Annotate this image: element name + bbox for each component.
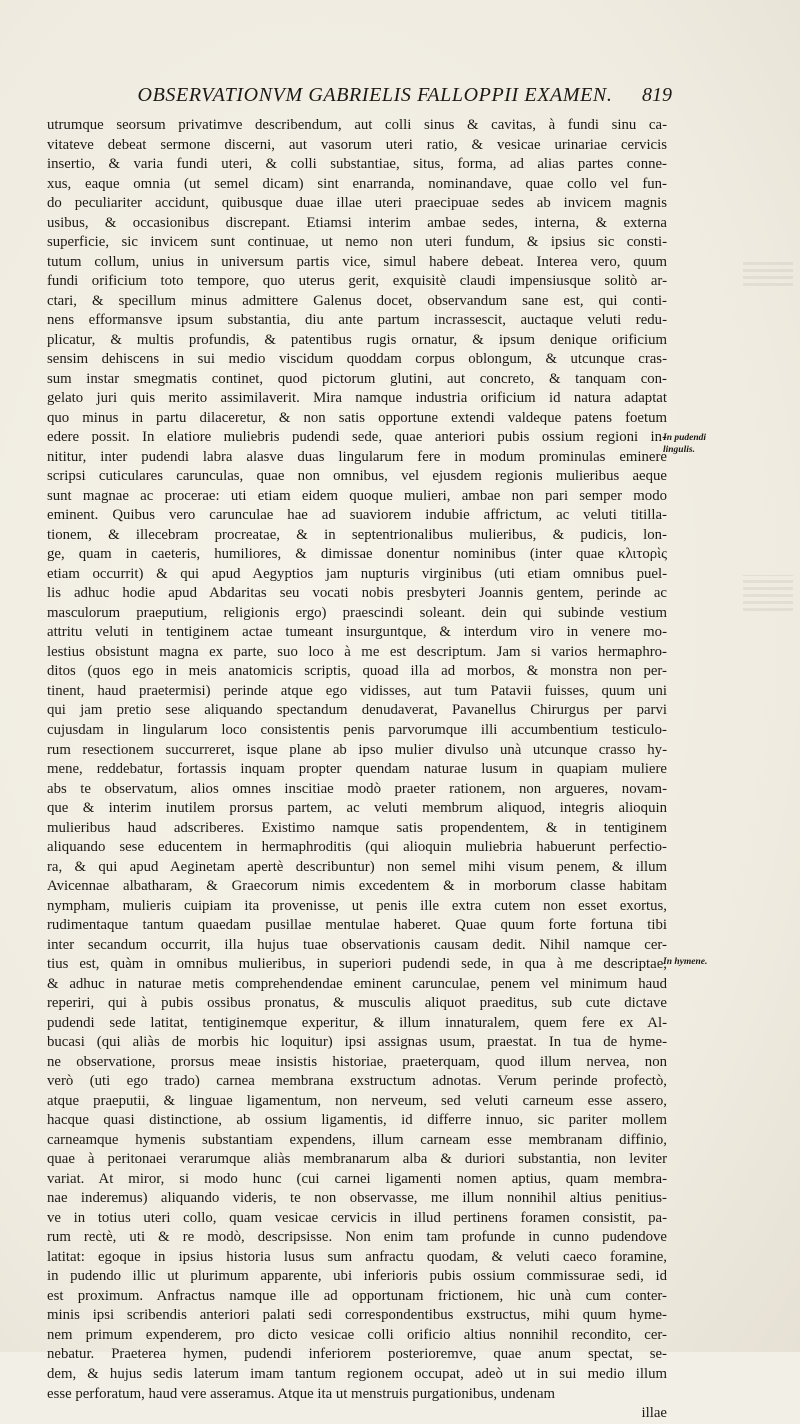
text-line: utrumque seorsum privatimve describendum, aut colli sinus & cavitas, à fundi sinu ca- <box>47 117 667 133</box>
page-number: 819 <box>642 84 672 106</box>
text-line: scripsi cuticulares carunculas, quae non omnibus, vel ejusdem regionis mulieribus aeque <box>47 468 667 485</box>
text-line: xus, eaque omnia (ut semel dicam) sint enarranda, nominandave, quae collo vel fun- <box>47 175 667 192</box>
text-line: carneamque hymenis substantiam expendens, illum carneam esse membranam diffinio, <box>47 1131 667 1148</box>
text-line: sensim dehiscens in sui medio viscidum quoddam corpus oblongum, & utcunque cras- <box>47 351 667 368</box>
text-line: minis ipsi scribendis anteriori palati sedi correspondentibus exstructus, mihi quum hyme- <box>47 1307 667 1324</box>
text-line: superficie, sic invicem sunt continuae, ut nemo non uteri fundum, & ipsius sic consti- <box>47 234 667 251</box>
text-line: latitat: egoque in ipsius historia lusus sum anfractu quodam, & veluti caeco foramine, <box>47 1248 667 1265</box>
text-line: ra, & qui apud Aeginetam apertè describuntur) non semel mihi visum penem, & illum <box>47 858 667 875</box>
text-line: nem primum expenderem, pro dicto vesicae colli orificio altius nonnihil recondito, cer- <box>47 1326 667 1343</box>
text-line: cujusdam in lingularum loco consistentis penis parvorumque illi accumbentium testiculo- <box>47 721 667 738</box>
text-line: lestius obsistunt magna ex parte, suo loco à me est descriptum. Jam si varios hermaphro- <box>47 643 667 660</box>
text-line: masculorum praeputium, religionis ergo) praescindi soleant. dein qui subinde vestium <box>47 604 667 621</box>
text-line: lis adhuc hodie apud Abdaritas seu vocati nobis presbyteri Joannis gentem, perinde ac <box>47 585 667 602</box>
text-line: reperiri, qui à pubis ossibus pronatus, & musculis aliquot praeditus, sub cute dictave <box>47 995 667 1012</box>
margin-note-text: In hymene. <box>663 957 708 967</box>
text-line: est proximum. Anfractus namque ille ad opportunam frictionem, hic unà cum conter- <box>47 1287 667 1304</box>
text-line: usibus, & occasionibus discrepant. Etiamsi interim ambae sedes, interna, & externa <box>47 214 667 231</box>
text-line: eminent. Quibus vero carunculae hae ad suaviorem indubie affrictum, ac veluti titilla- <box>47 507 667 524</box>
text-line: mulieribus haud adscriberes. Existimo namque satis propendentem, & in tentiginem <box>47 819 667 836</box>
text-line: ditos (quos ego in meis anatomicis scriptis, quoad illa ad morbos, & monstra non per- <box>47 663 667 680</box>
text-line: nebatur. Praeterea hymen, pudendi inferiorem posterioremve, quae anum spectat, se- <box>47 1346 667 1363</box>
text-line: verò (uti ego trado) carnea membrana exstructum adnotas. Verum perinde profectò, <box>47 1073 667 1090</box>
text-line: nympham, mulieris cuipiam ita provenisse, ut penis ille extra cutem non esset exortus, <box>47 897 667 914</box>
text-line: sunt magnae ac procerae: uti etiam eidem quoque mulieri, ambae non pari semper modo <box>47 487 667 504</box>
text-line: pudendi sede latitat, tentiginemque experitur, & illum innaturalem, quem fere ex Al- <box>47 1014 667 1031</box>
margin-note-pudendi <box>663 432 723 456</box>
text-line: etiam occurrit) & qui apud Aegyptios jam nupturis virginibus (uti etiam omnibus puel- <box>47 565 667 582</box>
text-line: edere possit. In elatiore muliebris pudendi sede, quae anteriori pubis ossium regioni in- <box>47 429 667 446</box>
text-line: dem, & hujus sedis laterum imam tantum regionem occupat, adeò ut in sui medio illum <box>47 1366 667 1382</box>
text-line: nae inderemus) aliquando videris, te non observasse, me illum nonnihil altius penitius- <box>47 1190 667 1207</box>
text-line: hacque quasi distinctione, ab ossium ligamentis, id differre innuo, sic pariter mollem <box>47 1112 667 1129</box>
text-line: in pudendo illic ut plurimum apparente, ubi inferioris pubis ossium commissurae sedi, id <box>47 1268 667 1285</box>
text-line: ve in totius uteri collo, quam vesicae cervicis in illud pertinens foramen consistit, pa- <box>47 1209 667 1226</box>
text-line: plicatur, & multis profundis, & patentibus rugis ornatur, & ipsum denique orificium <box>47 331 667 348</box>
text-line: ge, quam in caeteris, humiliores, & dimissae donentur nominibus (inter quae κλιτορὶς <box>47 546 667 563</box>
text-line: sum instar smegmatis continet, quod pictorum glutini, aut concreto, & tanquam con- <box>47 370 667 387</box>
text-line: atque praeputii, & linguae ligamentum, non nerveum, sed veluti carneum esse assero, <box>47 1092 667 1109</box>
margin-note-text: In pudendi lingulis. <box>663 433 707 455</box>
text-line: insertio, & varia fundi uteri, & colli substantiae, situs, forma, ad alias partes conne- <box>47 156 667 173</box>
text-line: nititur, inter pudendi labra alasve duas lingularum fere in modum prominulas eminere <box>47 448 667 465</box>
text-line: vitateve debeat sermone discerni, aut vasorum uteri ratio, & vesicae urinariae cervicis <box>47 136 667 153</box>
faint-bleedthrough <box>743 258 793 286</box>
text-line: mene, reddebatur, fortassis inquam propter quendam naturae lusum in quapiam muliere <box>47 761 667 778</box>
text-line: tutum collum, unius in universum partis vice, simul habere debeat. Interea vero, quum <box>47 253 667 270</box>
text-line: aliquando sese educentem in hermaphroditis (qui alioquin muliebria habuerunt perfectio- <box>47 839 667 856</box>
text-line: rudimentaque tantum quaedam pusillae mentulae haberet. Quae quum forte fortuna tibi <box>47 917 667 934</box>
text-line: tinent, haud praetermisi) perinde atque ego vidisses, aut tum Patavii fuisses, quum uni <box>47 682 667 699</box>
text-line: qui jam pretio sese aliquando spectandum denudaverat, Pavanellus Chirurgus per parvi <box>47 702 667 719</box>
text-line: tionem, & illecebram procreatae, & in septentrionalibus mulieribus, & pudicis, lon- <box>47 526 667 543</box>
text-line: ctari, & specillum minus admittere Galenus docet, observandum sane est, qui conti- <box>47 292 667 309</box>
text-line: quae à peritonaei verarumque aliàs membranarum alba & duriori substantia, non leviter <box>47 1151 667 1168</box>
text-line: rum rectè, uti & re modò, descripsisse. Non enim tam profunde in cunno pudendove <box>47 1229 667 1246</box>
text-line: que & interim inutilem prorsus partem, ac veluti membrum aliquod, integris alioquin <box>47 800 667 817</box>
text-line: nens efformansve ipsum substantia, diu ante partum incrassescit, auctaque veluti redu- <box>47 312 667 329</box>
running-title: OBSERVATIONVM GABRIELIS FALLOPPII EXAMEN. <box>137 84 613 106</box>
text-line: esse perforatum, haud vere asseramus. Atque ita ut menstruis purgationibus, undenam <box>47 1385 556 1402</box>
faint-bleedthrough <box>743 575 793 611</box>
text-line: Avicennae albatharam, & Graecorum nimis excedentem & in morborum classe habitam <box>47 878 667 895</box>
body-text <box>47 116 667 1424</box>
text-line: inter secandum occurrit, illa hujus tuae observationis causam dedit. Nihil namque cer- <box>47 936 667 953</box>
text-line: tius est, quàm in omnibus mulieribus, in superiori pudendi sede, in qua à me descriptae, <box>47 956 667 973</box>
text-line: bucasi (qui aliàs de morbis hic loquitur) ipsi assignas usum, praestat. In tua de hyme- <box>47 1034 667 1051</box>
text-line: rum resectionem succurreret, isque plane ab ipso mulier divulso unà utcunque crasso hy- <box>47 741 667 758</box>
text-line: illae <box>641 1405 667 1422</box>
text-line: quo minus in partu dilaceretur, & non satis opportune extendi valdeque patens foetum <box>47 409 667 426</box>
text-line: attritu veluti in tentiginem actae tumeant insurguntque, & interdum viro in venere mo- <box>47 624 667 641</box>
text-line: abs te observatum, alios omnes inscitiae modò praeter rationem, non argueres, novam- <box>47 780 667 797</box>
margin-note-hymene <box>663 956 707 968</box>
text-line: gelato juri quis merito assimilaverit. Mira namque industria orificium id natura adaptat <box>47 390 667 407</box>
text-line: & adhuc in naturae metis comprehendendae eminent carunculae, penem vel minimum haud <box>47 975 667 992</box>
text-line: variat. At miror, si modo hunc (cui carnei ligamenti nomen aptius, quam membra- <box>47 1170 667 1187</box>
text-line: do peculiariter accidunt, quibusque duae illae uteri praecipuae sedes ab invicem magnis <box>47 195 667 212</box>
text-line: ne observatione, prorsus meae insistis historiae, praeterquam, quod illum nervea, non <box>47 1053 667 1070</box>
text-line: fundi orificium toto tempore, quo uterus gerit, exquisitè claudi impensiusque solitò ar- <box>47 273 667 290</box>
